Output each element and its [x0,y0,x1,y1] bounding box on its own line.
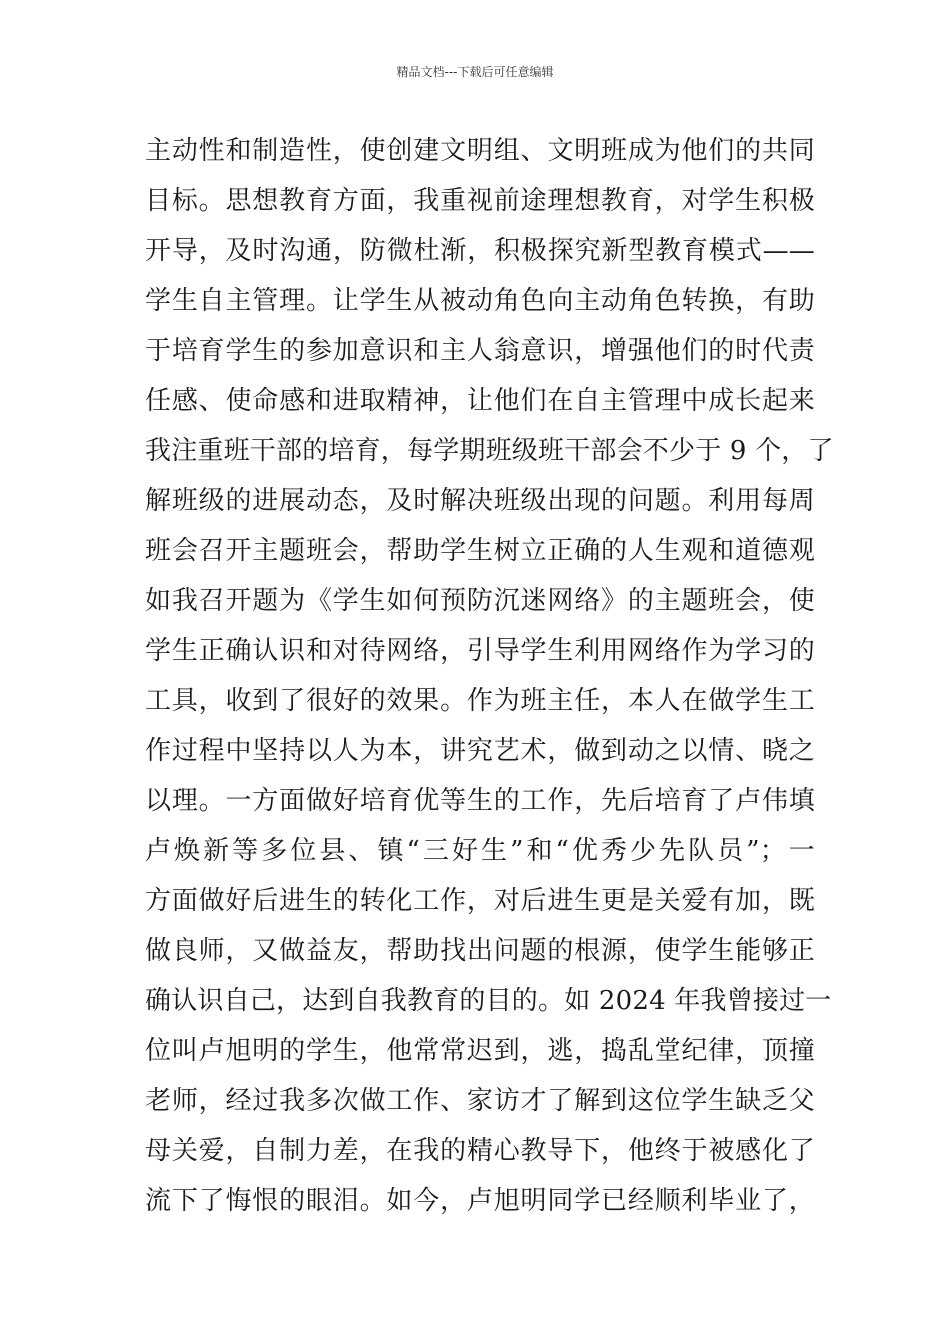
page-header: 精品文档---下载后可任意编辑 [396,65,554,79]
text-line: 方面做好后进生的转化工作，对后进生更是关爱有加，既 [145,886,815,916]
text-line: 班会召开主题班会，帮助学生树立正确的人生观和道德观 [145,536,815,566]
text-line: 学生自主管理。让学生从被动角色向主动角色转换，有助 [145,286,815,316]
text-line: 母关爱，自制力差，在我的精心教导下，他终于被感化了 [145,1136,815,1166]
text-line: 解班级的进展动态，及时解决班级出现的问题。利用每周 [145,486,815,516]
text-line: 于培育学生的参加意识和主人翁意识，增强他们的时代责 [145,336,815,366]
text-line: 目标。思想教育方面，我重视前途理想教育，对学生积极 [145,186,815,216]
text-line: 做良师，又做益友，帮助找出问题的根源，使学生能够正 [145,936,815,966]
text-line: 位叫卢旭明的学生，他常常迟到，逃，捣乱堂纪律，顶撞 [145,1036,815,1066]
text-line: 卢焕新等多位县、镇“三好生”和“优秀少先队员”；一 [145,836,815,866]
text-line: 流下了悔恨的眼泪。如今，卢旭明同学已经顺利毕业了， [145,1186,815,1216]
text-line: 开导，及时沟通，防微杜渐，积极探究新型教育模式—— [145,236,815,266]
text-line: 如我召开题为《学生如何预防沉迷网络》的主题班会，使 [145,586,815,616]
text-line: 确认识自己，达到自我教育的目的。如 2024 年我曾接过一 [145,986,832,1016]
text-line: 作过程中坚持以人为本，讲究艺术，做到动之以情、晓之 [145,736,815,766]
text-line: 学生正确认识和对待网络，引导学生利用网络作为学习的 [145,636,815,666]
text-line: 任感、使命感和进取精神，让他们在自主管理中成长起来 [145,386,815,416]
body-text [145,126,834,1226]
text-line: 工具，收到了很好的效果。作为班主任，本人在做学生工 [145,686,815,716]
text-line: 主动性和制造性，使创建文明组、文明班成为他们的共同 [145,136,815,166]
text-line: 以理。一方面做好培育优等生的工作，先后培育了卢伟填 [145,786,815,816]
text-line: 老师，经过我多次做工作、家访才了解到这位学生缺乏父 [145,1086,815,1116]
text-line: 我注重班干部的培育，每学期班级班干部会不少于 9 个，了 [145,436,834,466]
